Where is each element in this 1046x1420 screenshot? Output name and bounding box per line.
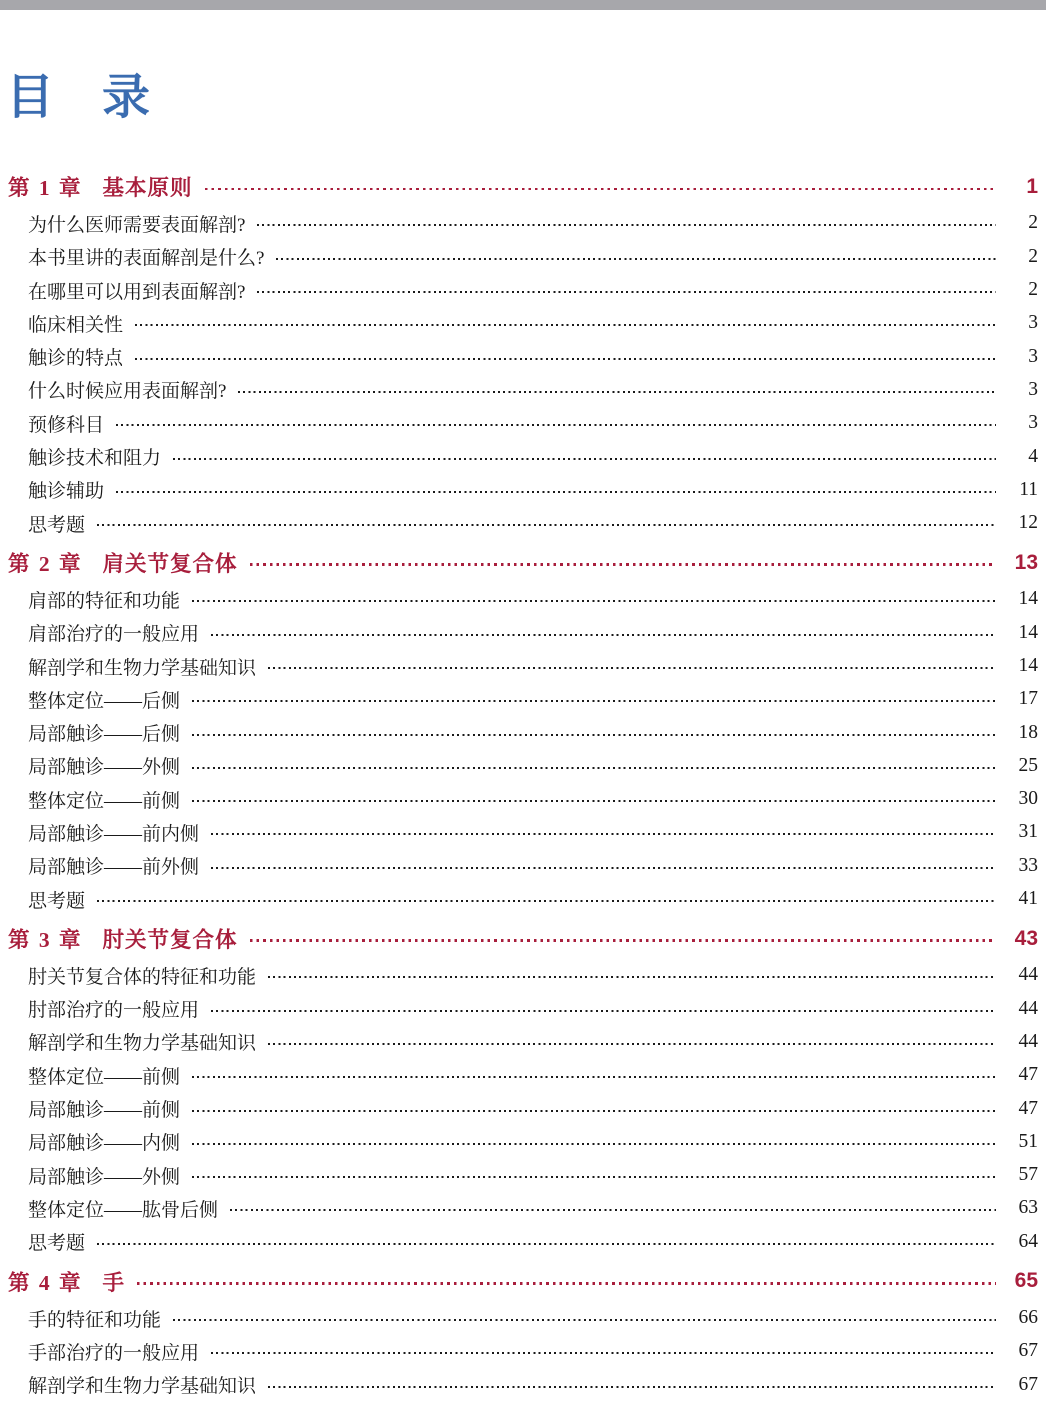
toc-item-row — [8, 407, 1038, 440]
dot-leader — [137, 1282, 996, 1285]
toc-item-row — [8, 1092, 1038, 1125]
dot-leader — [250, 563, 996, 566]
item-page-number: 64 — [1018, 1230, 1038, 1252]
toc-chapter-row — [8, 1263, 1038, 1299]
dot-leader — [135, 358, 996, 360]
item-page-number: 2 — [1028, 279, 1038, 301]
item-page-number: 44 — [1018, 964, 1038, 986]
item-page-number: 2 — [1028, 245, 1038, 267]
item-title: 肘关节复合体的特征和功能 — [28, 966, 257, 988]
item-title: 整体定位——前侧 — [28, 1066, 181, 1088]
toc-item-row — [8, 992, 1038, 1025]
dot-leader — [192, 700, 996, 702]
dot-leader — [192, 800, 996, 802]
toc-item-row — [8, 1125, 1038, 1158]
item-page-number: 63 — [1018, 1197, 1038, 1219]
chapter-label: 第 3 章 — [8, 928, 83, 953]
item-title: 触诊的特点 — [28, 348, 124, 370]
chapter-page-number: 1 — [1026, 174, 1038, 198]
item-title: 肩部的特征和功能 — [28, 590, 181, 612]
item-page-number: 3 — [1028, 412, 1038, 434]
item-title: 什么时候应用表面解剖? — [28, 381, 227, 403]
item-page-number: 3 — [1028, 312, 1038, 334]
item-title: 解剖学和生物力学基础知识 — [28, 1376, 257, 1398]
dot-leader — [250, 939, 996, 942]
item-page-number: 18 — [1018, 721, 1038, 743]
toc-item-row — [8, 240, 1038, 273]
dot-leader — [211, 867, 996, 869]
dot-leader — [192, 734, 996, 736]
chapter-label: 第 4 章 — [8, 1270, 83, 1295]
dot-leader — [192, 1176, 996, 1178]
dot-leader — [230, 1209, 996, 1211]
item-page-number: 67 — [1018, 1373, 1038, 1395]
toc-item-row — [8, 1192, 1038, 1225]
item-title: 在哪里可以用到表面解剖? — [28, 281, 246, 303]
item-title: 为什么医师需要表面解剖? — [28, 214, 246, 236]
toc-item-row — [8, 783, 1038, 816]
page-title: 目 录 — [6, 71, 151, 124]
toc-chapter-row — [8, 169, 1038, 205]
item-title: 思考题 — [28, 1233, 86, 1255]
item-page-number: 31 — [1018, 821, 1038, 843]
dot-leader — [192, 1143, 996, 1145]
toc-chapter-row — [8, 545, 1038, 581]
toc-item-row — [8, 207, 1038, 240]
item-title: 局部触诊——外侧 — [28, 1166, 181, 1188]
item-title: 思考题 — [28, 890, 86, 912]
toc-item-row — [8, 583, 1038, 616]
item-page-number: 12 — [1018, 512, 1038, 534]
dot-leader — [257, 224, 996, 226]
toc-item-row — [8, 473, 1038, 506]
item-page-number: 2 — [1028, 212, 1038, 234]
toc-item-row — [8, 307, 1038, 340]
item-page-number: 25 — [1018, 754, 1038, 776]
toc-item-row — [8, 716, 1038, 749]
toc-item-row — [8, 273, 1038, 306]
item-title: 局部触诊——前内侧 — [28, 823, 200, 845]
toc-item-row — [8, 1225, 1038, 1258]
item-title: 手部治疗的一般应用 — [28, 1342, 200, 1364]
dot-leader — [268, 667, 996, 669]
item-page-number: 47 — [1018, 1097, 1038, 1119]
dot-leader — [205, 188, 996, 191]
toc-item-row — [8, 749, 1038, 782]
item-page-number: 3 — [1028, 345, 1038, 367]
dot-leader — [97, 1243, 996, 1245]
toc-item-row — [8, 1059, 1038, 1092]
chapter-title: 肘关节复合体 — [102, 928, 238, 953]
item-title: 整体定位——后侧 — [28, 690, 181, 712]
dot-leader — [116, 424, 996, 426]
chapter-page-number: 43 — [1014, 926, 1038, 950]
toc-item-row — [8, 1368, 1038, 1401]
toc-item-row — [8, 683, 1038, 716]
dot-leader — [276, 258, 996, 260]
toc-item-row — [8, 649, 1038, 682]
item-page-number: 41 — [1018, 888, 1038, 910]
item-title: 解剖学和生物力学基础知识 — [28, 657, 257, 679]
item-title: 预修科目 — [28, 414, 105, 436]
item-page-number: 67 — [1018, 1340, 1038, 1362]
item-page-number: 3 — [1028, 378, 1038, 400]
item-title: 局部触诊——前外侧 — [28, 857, 200, 879]
toc-item-row — [8, 816, 1038, 849]
item-page-number: 51 — [1018, 1130, 1038, 1152]
toc-chapter-row — [8, 921, 1038, 957]
item-page-number: 44 — [1018, 997, 1038, 1019]
dot-leader — [268, 1386, 996, 1388]
toc-item-row — [8, 849, 1038, 882]
toc-item-row — [8, 373, 1038, 406]
chapter-page-number: 13 — [1014, 550, 1038, 574]
item-page-number: 14 — [1018, 621, 1038, 643]
dot-leader — [97, 900, 996, 902]
dot-leader — [257, 291, 996, 293]
item-title: 解剖学和生物力学基础知识 — [28, 1033, 257, 1055]
item-title: 局部触诊——内侧 — [28, 1133, 181, 1155]
item-title: 整体定位——肱骨后侧 — [28, 1199, 219, 1221]
dot-leader — [211, 1352, 996, 1354]
item-page-number: 4 — [1028, 445, 1038, 467]
item-title: 肘部治疗的一般应用 — [28, 1000, 200, 1022]
item-page-number: 14 — [1018, 655, 1038, 676]
item-page-number: 17 — [1018, 688, 1038, 710]
dot-leader — [192, 600, 996, 602]
toc-item-row — [8, 1301, 1038, 1334]
item-title: 手的特征和功能 — [28, 1309, 162, 1331]
item-title: 局部触诊——前侧 — [28, 1100, 181, 1122]
item-page-number: 33 — [1018, 854, 1038, 876]
dot-leader — [192, 1076, 996, 1078]
item-title: 触诊技术和阻力 — [28, 448, 162, 470]
toc-item-row — [8, 1159, 1038, 1192]
item-title: 触诊辅助 — [28, 481, 105, 503]
toc-item-row — [8, 1025, 1038, 1058]
chapter-title: 手 — [102, 1270, 126, 1295]
item-title: 临床相关性 — [28, 314, 124, 336]
item-title: 肩部治疗的一般应用 — [28, 624, 200, 646]
item-page-number: 57 — [1018, 1164, 1038, 1186]
chapter-label: 第 1 章 — [8, 176, 83, 201]
toc-item-row — [8, 882, 1038, 915]
dot-leader — [211, 634, 996, 636]
dot-leader — [173, 1319, 996, 1321]
item-page-number: 14 — [1018, 588, 1038, 610]
dot-leader — [192, 767, 996, 769]
item-title: 思考题 — [28, 514, 86, 536]
dot-leader — [211, 1010, 996, 1012]
dot-leader — [238, 391, 996, 393]
toc-item-row — [8, 959, 1038, 992]
item-page-number: 47 — [1018, 1064, 1038, 1086]
item-page-number: 30 — [1018, 788, 1038, 810]
item-page-number: 44 — [1018, 1030, 1038, 1052]
dot-leader — [211, 833, 996, 835]
toc-item-row — [8, 440, 1038, 473]
toc-item-row — [8, 506, 1038, 539]
toc-item-row — [8, 340, 1038, 373]
item-title: 局部触诊——后侧 — [28, 724, 181, 746]
chapter-title: 肩关节复合体 — [102, 552, 238, 577]
toc-item-row — [8, 616, 1038, 649]
item-page-number: 66 — [1018, 1307, 1038, 1329]
dot-leader — [268, 976, 996, 978]
item-title: 本书里讲的表面解剖是什么? — [28, 248, 265, 270]
dot-leader — [173, 458, 996, 460]
toc-list — [8, 169, 1038, 1402]
dot-leader — [192, 1110, 996, 1112]
dot-leader — [97, 524, 996, 526]
toc-item-row — [8, 1335, 1038, 1368]
item-page-number: 11 — [1019, 478, 1038, 500]
dot-leader — [135, 324, 996, 326]
chapter-page-number: 65 — [1014, 1269, 1038, 1293]
top-bar — [0, 0, 1046, 10]
item-title: 局部触诊——外侧 — [28, 757, 181, 779]
dot-leader — [268, 1043, 996, 1045]
item-title: 整体定位——前侧 — [28, 790, 181, 812]
chapter-title: 基本原则 — [102, 176, 193, 201]
dot-leader — [116, 491, 996, 493]
chapter-label: 第 2 章 — [8, 552, 83, 577]
